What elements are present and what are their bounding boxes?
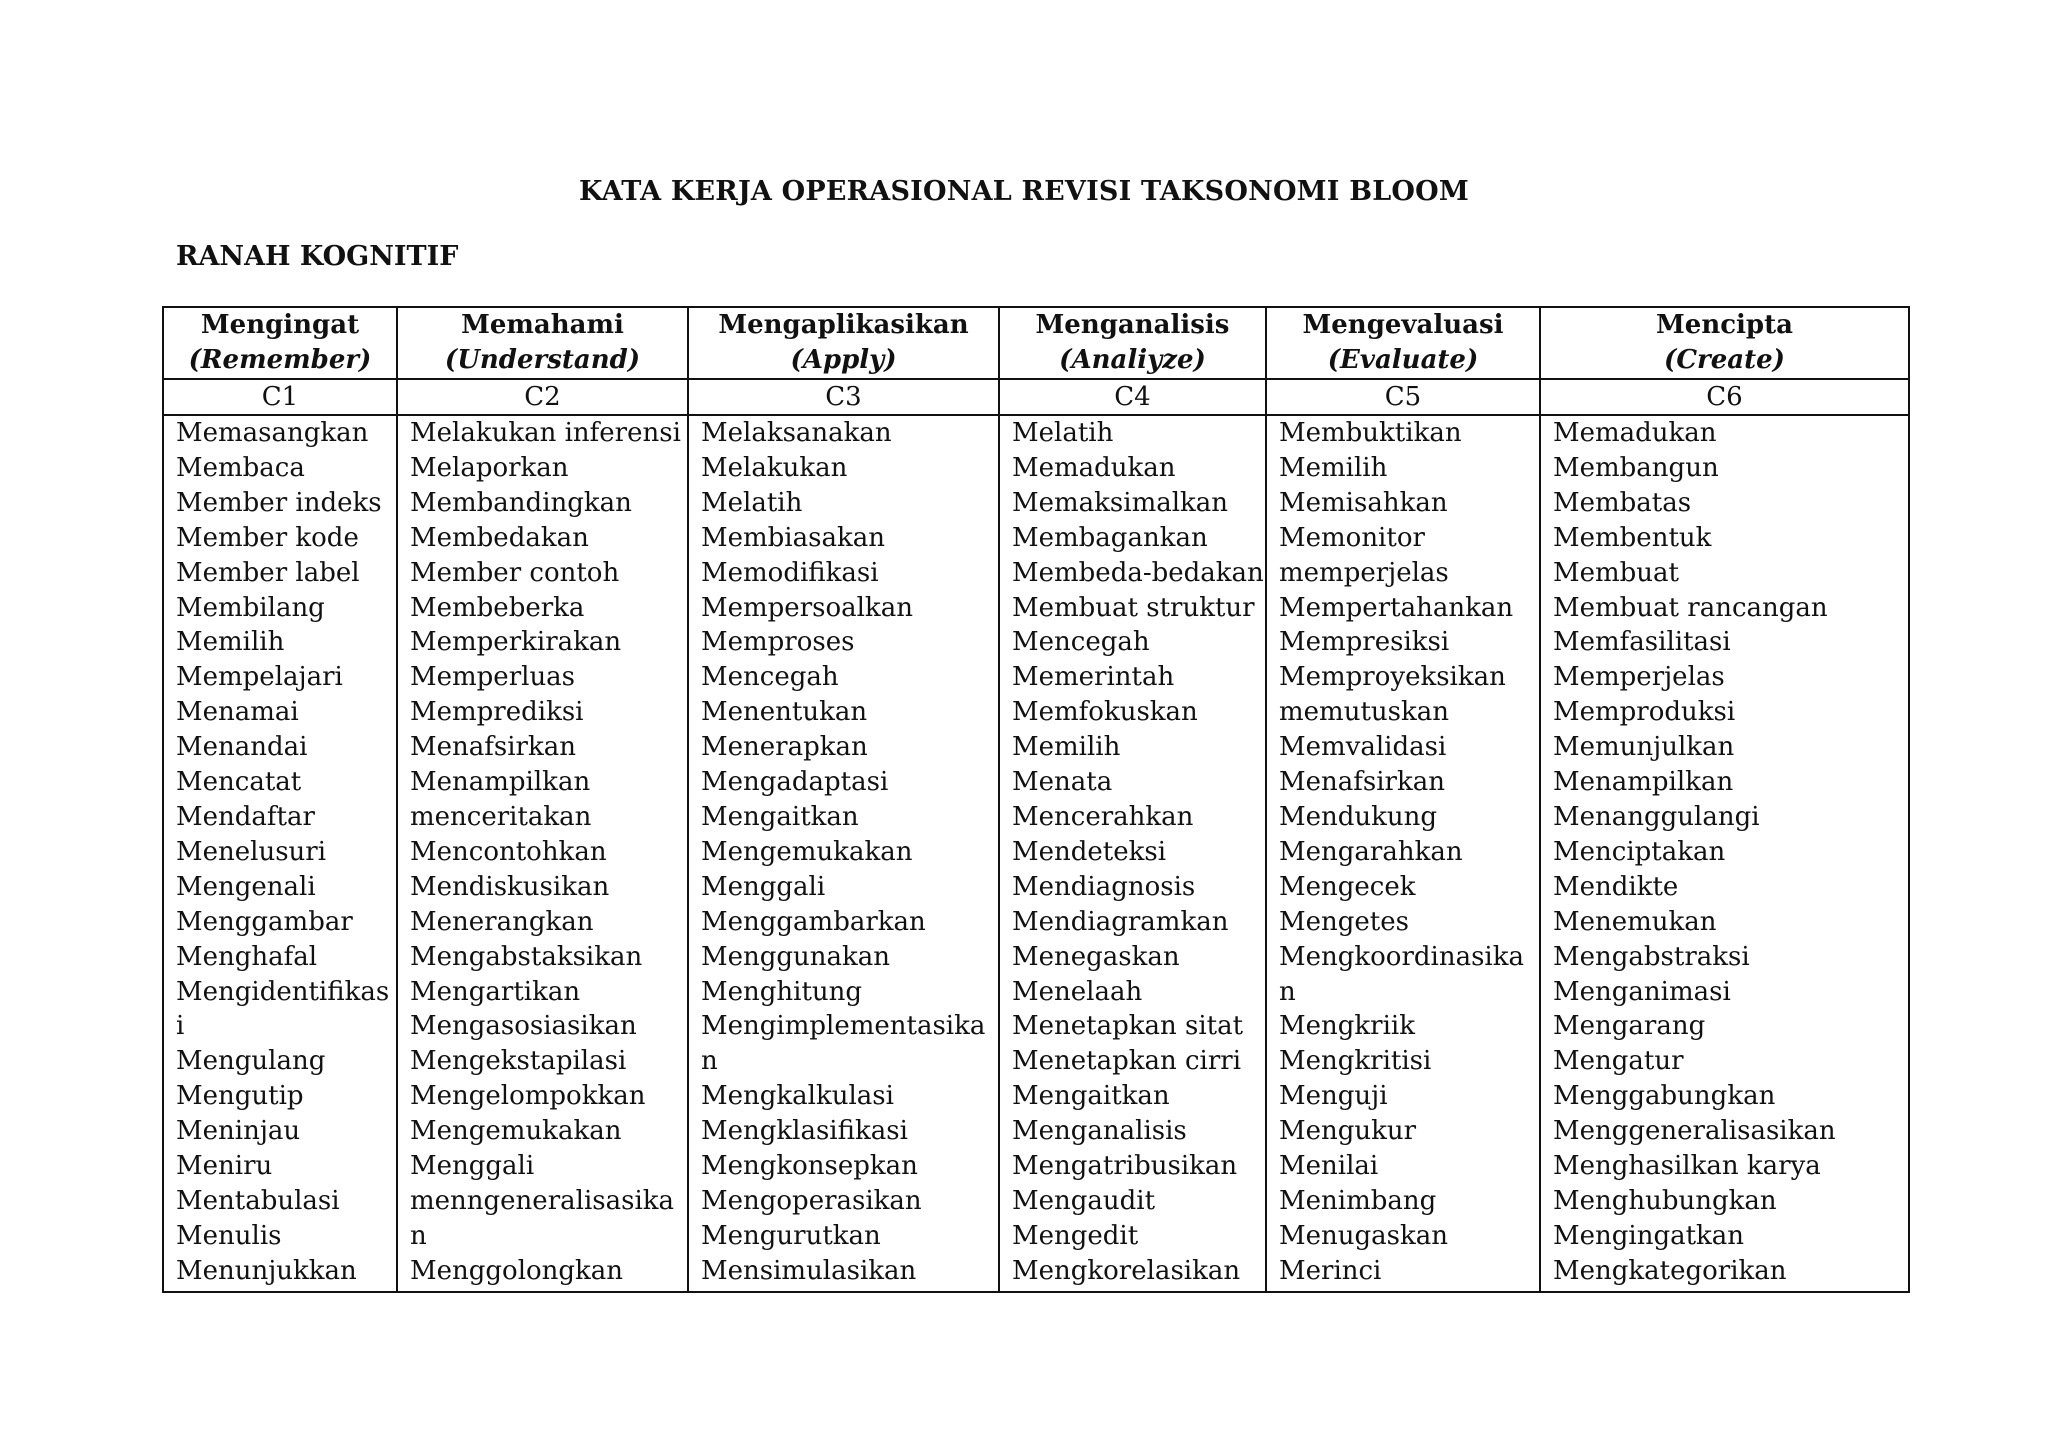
bloom-verb-table xyxy=(162,306,1910,1293)
level-code: C5 xyxy=(1266,379,1540,415)
column-header-c6 xyxy=(1540,307,1909,379)
verb-item: Memproses xyxy=(701,627,855,658)
verb-item: Mengukur xyxy=(1279,1116,1417,1147)
verb-item: Menghitung xyxy=(701,976,863,1007)
verb-item: Membiasakan xyxy=(701,522,885,553)
verb-item: Mengkoordinasika xyxy=(1279,941,1525,972)
verb-item: Mengklasifikasi xyxy=(701,1116,908,1147)
column-name: Mencipta xyxy=(1656,310,1793,340)
verb-item: Mengekstapilasi xyxy=(410,1046,627,1077)
verb-item: Mengkalkulasi xyxy=(701,1081,894,1112)
verb-item: Mencerahkan xyxy=(1012,801,1194,832)
column-name: Mengingat xyxy=(200,310,360,340)
verb-item: Menulis xyxy=(176,1220,282,1251)
verb-item: Membandingkan xyxy=(410,487,632,518)
verb-item: Menggunakan xyxy=(701,941,891,972)
column-name: Menganalisis xyxy=(1035,310,1230,340)
verb-item: Mengatur xyxy=(1553,1046,1684,1077)
verb-item: Mempersoalkan xyxy=(701,592,913,623)
verb-item: Mendaftar xyxy=(176,801,315,832)
verb-list-c1 xyxy=(163,415,397,1292)
verb-item: Menamai xyxy=(176,697,299,728)
column-header-c5 xyxy=(1266,307,1540,379)
verb-item: Membeberka xyxy=(410,592,585,623)
verb-item: Mencegah xyxy=(701,662,839,693)
verb-item: Mengkonsepkan xyxy=(701,1151,918,1182)
verb-item: Mengaitkan xyxy=(1012,1081,1170,1112)
verb-item: Menetapkan cirri xyxy=(1012,1046,1242,1077)
verb-item: Member kode xyxy=(176,522,359,553)
column-english-name: (Understand) xyxy=(444,345,641,375)
verb-item: Menanggulangi xyxy=(1553,801,1760,832)
verb-item: Mengatribusikan xyxy=(1012,1151,1238,1182)
verb-item: Menimbang xyxy=(1279,1185,1437,1216)
level-code: C6 xyxy=(1540,379,1909,415)
verb-item: Memvalidasi xyxy=(1279,732,1447,763)
verb-item: Mengelompokkan xyxy=(410,1081,646,1112)
level-code: C4 xyxy=(999,379,1266,415)
verb-item: Mengadaptasi xyxy=(701,767,889,798)
verb-item: Menciptakan xyxy=(1553,836,1726,867)
verb-item: Mengaudit xyxy=(1012,1185,1156,1216)
verb-item: Mendiagramkan xyxy=(1012,906,1229,937)
verb-item: Memilih xyxy=(1012,732,1121,763)
verb-item: Membeda-bedakan xyxy=(1012,557,1264,588)
verb-item: Mengecek xyxy=(1279,871,1416,902)
verb-item: Menggali xyxy=(701,871,826,902)
verb-item: Mencontohkan xyxy=(410,836,607,867)
verb-item: Menghasilkan karya xyxy=(1553,1151,1821,1182)
verb-list-c5 xyxy=(1266,415,1540,1292)
verb-item: Mendeteksi xyxy=(1012,836,1167,867)
column-header-c3 xyxy=(688,307,999,379)
verb-item: Membuktikan xyxy=(1279,418,1462,448)
verb-item: Membagankan xyxy=(1012,522,1208,553)
verb-item: Menelaah xyxy=(1012,976,1143,1007)
verb-item: Mengurutkan xyxy=(701,1220,881,1251)
verb-item: Melakukan xyxy=(701,452,848,483)
column-english-name: (Create) xyxy=(1664,345,1785,375)
verb-item: n xyxy=(701,1046,718,1077)
verb-list-c6 xyxy=(1540,415,1909,1292)
verb-item: Mentabulasi xyxy=(176,1185,340,1216)
verb-item: i xyxy=(176,1011,185,1042)
verb-item: Mengartikan xyxy=(410,976,581,1007)
verb-item: Mendikte xyxy=(1553,871,1679,902)
verb-list-c2 xyxy=(397,415,688,1292)
verb-item: Menentukan xyxy=(701,697,868,728)
table-code-row xyxy=(163,379,1909,415)
verb-item: Menghubungkan xyxy=(1553,1185,1777,1216)
verb-item: Memisahkan xyxy=(1279,487,1448,518)
verb-item: Menugaskan xyxy=(1279,1220,1448,1251)
verb-item: Memonitor xyxy=(1279,522,1425,553)
verb-item: Mengkategorikan xyxy=(1553,1255,1787,1286)
verb-item: Mengkorelasikan xyxy=(1012,1255,1241,1286)
verb-item: Menilai xyxy=(1279,1151,1379,1182)
verb-item: Membentuk xyxy=(1553,522,1712,553)
verb-item: Memadukan xyxy=(1012,452,1176,483)
verb-item: Menghafal xyxy=(176,941,318,972)
verb-item: Mendukung xyxy=(1279,801,1438,832)
verb-item: Mengulang xyxy=(176,1046,326,1077)
verb-item: Mengimplementasika xyxy=(701,1011,986,1042)
verb-item: Memfokuskan xyxy=(1012,697,1198,728)
verb-item: Memilih xyxy=(1279,452,1388,483)
verb-item: Member contoh xyxy=(410,557,620,588)
verb-item: Menggabungkan xyxy=(1553,1081,1776,1112)
verb-item: Menguji xyxy=(1279,1081,1388,1112)
verb-item: Menampilkan xyxy=(410,767,591,798)
column-header-c1 xyxy=(163,307,397,379)
verb-item: Memprediksi xyxy=(410,697,584,728)
verb-item: menceritakan xyxy=(410,801,592,832)
verb-item: Memperluas xyxy=(410,662,576,693)
verb-item: Mensimulasikan xyxy=(701,1255,917,1286)
verb-item: Mengedit xyxy=(1012,1220,1139,1251)
verb-item: Mengasosiasikan xyxy=(410,1011,637,1042)
verb-item: Memunjulkan xyxy=(1553,732,1735,763)
verb-item: Memfasilitasi xyxy=(1553,627,1731,658)
verb-list-c3 xyxy=(688,415,999,1292)
verb-item: Memadukan xyxy=(1553,418,1717,448)
verb-item: Membuat rancangan xyxy=(1553,592,1828,623)
page-title: KATA KERJA OPERASIONAL REVISI TAKSONOMI BLOOM xyxy=(579,176,1469,207)
verb-item: Mengoperasikan xyxy=(701,1185,922,1216)
verb-item: Mengabstaksikan xyxy=(410,941,643,972)
verb-item: Meninjau xyxy=(176,1116,301,1147)
column-english-name: (Apply) xyxy=(790,345,897,375)
verb-item: Mengingatkan xyxy=(1553,1220,1745,1251)
verb-item: Member indeks xyxy=(176,487,382,518)
verb-item: Melatih xyxy=(701,487,803,518)
verb-item: Mencatat xyxy=(176,767,302,798)
verb-item: Menerangkan xyxy=(410,906,594,937)
verb-item: Memperkirakan xyxy=(410,627,622,658)
column-english-name: (Remember) xyxy=(188,345,372,375)
verb-item: Menelusuri xyxy=(176,836,327,867)
verb-item: Mempresiksi xyxy=(1279,627,1450,658)
column-name: Memahami xyxy=(461,310,624,340)
level-code: C3 xyxy=(688,379,999,415)
column-header-c4 xyxy=(999,307,1266,379)
verb-item: Membuat xyxy=(1553,557,1680,588)
verb-item: Memilih xyxy=(176,627,285,658)
verb-item: Memproyeksikan xyxy=(1279,662,1506,693)
verb-item: memutuskan xyxy=(1279,697,1449,728)
column-english-name: (Evaluate) xyxy=(1327,345,1479,375)
verb-item: Menunjukkan xyxy=(176,1255,357,1286)
verb-item: Mengemukakan xyxy=(410,1116,622,1147)
verb-item: Menggeneralisasikan xyxy=(1553,1116,1836,1147)
verb-item: Menafsirkan xyxy=(1279,767,1445,798)
verb-item: Meniru xyxy=(176,1151,273,1182)
verb-item: Mempelajari xyxy=(176,662,343,693)
verb-item: Menandai xyxy=(176,732,308,763)
column-english-name: (Analiyze) xyxy=(1059,345,1206,375)
verb-item: Mendiskusikan xyxy=(410,871,610,902)
verb-item: Membilang xyxy=(176,592,325,623)
verb-item: Member label xyxy=(176,557,360,588)
verb-item: Mencegah xyxy=(1012,627,1150,658)
verb-item: Merinci xyxy=(1279,1255,1382,1286)
verb-item: Menganimasi xyxy=(1553,976,1731,1007)
verb-item: n xyxy=(410,1220,427,1251)
verb-item: Menggambar xyxy=(176,906,353,937)
verb-item: menngeneralisasika xyxy=(410,1185,675,1216)
verb-item: Memperjelas xyxy=(1553,662,1725,693)
verb-item: Mengenali xyxy=(176,871,316,902)
column-name: Mengaplikasikan xyxy=(718,310,969,340)
verb-item: Menetapkan sitat xyxy=(1012,1011,1244,1042)
table-verbs-row xyxy=(163,415,1909,1292)
verb-item: Menganalisis xyxy=(1012,1116,1187,1147)
verb-item: Menggambarkan xyxy=(701,906,926,937)
verb-item: Memerintah xyxy=(1012,662,1175,693)
verb-item: Membedakan xyxy=(410,522,589,553)
verb-item: Mempertahankan xyxy=(1279,592,1514,623)
verb-item: Melakukan inferensi xyxy=(410,418,681,448)
verb-item: Mengetes xyxy=(1279,906,1409,937)
verb-item: Mengarang xyxy=(1553,1011,1706,1042)
verb-item: n xyxy=(1279,976,1296,1007)
verb-item: Mengabstraksi xyxy=(1553,941,1750,972)
verb-item: Memproduksi xyxy=(1553,697,1736,728)
verb-item: Mendiagnosis xyxy=(1012,871,1196,902)
verb-item: Melaksanakan xyxy=(701,418,892,448)
verb-item: Membuat struktur xyxy=(1012,592,1255,623)
column-name: Mengevaluasi xyxy=(1302,310,1504,340)
verb-item: Melaporkan xyxy=(410,452,569,483)
column-header-c2 xyxy=(397,307,688,379)
verb-item: Mengidentifikas xyxy=(176,976,390,1007)
verb-item: Mengkriik xyxy=(1279,1011,1415,1042)
verb-item: Membaca xyxy=(176,452,305,483)
verb-item: Menerapkan xyxy=(701,732,868,763)
section-title: RANAH KOGNITIF xyxy=(176,241,459,272)
verb-item: Menegaskan xyxy=(1012,941,1180,972)
verb-item: Menampilkan xyxy=(1553,767,1734,798)
level-code: C2 xyxy=(397,379,688,415)
verb-item: Mengarahkan xyxy=(1279,836,1463,867)
verb-item: Menafsirkan xyxy=(410,732,576,763)
table-header-row xyxy=(163,307,1909,379)
verb-item: Mengkritisi xyxy=(1279,1046,1432,1077)
verb-item: Memaksimalkan xyxy=(1012,487,1229,518)
verb-item: Membangun xyxy=(1553,452,1719,483)
verb-item: Mengemukakan xyxy=(701,836,913,867)
verb-item: Menata xyxy=(1012,767,1113,798)
verb-item: Mengutip xyxy=(176,1081,304,1112)
verb-item: Melatih xyxy=(1012,418,1114,448)
verb-item: Menemukan xyxy=(1553,906,1717,937)
verb-item: Membatas xyxy=(1553,487,1692,518)
verb-item: Memasangkan xyxy=(176,418,369,448)
verb-item: memperjelas xyxy=(1279,557,1449,588)
level-code: C1 xyxy=(163,379,397,415)
verb-item: Memodifikasi xyxy=(701,557,879,588)
verb-list-c4 xyxy=(999,415,1266,1292)
verb-item: Menggali xyxy=(410,1151,535,1182)
verb-item: Menggolongkan xyxy=(410,1255,624,1286)
verb-item: Mengaitkan xyxy=(701,801,859,832)
